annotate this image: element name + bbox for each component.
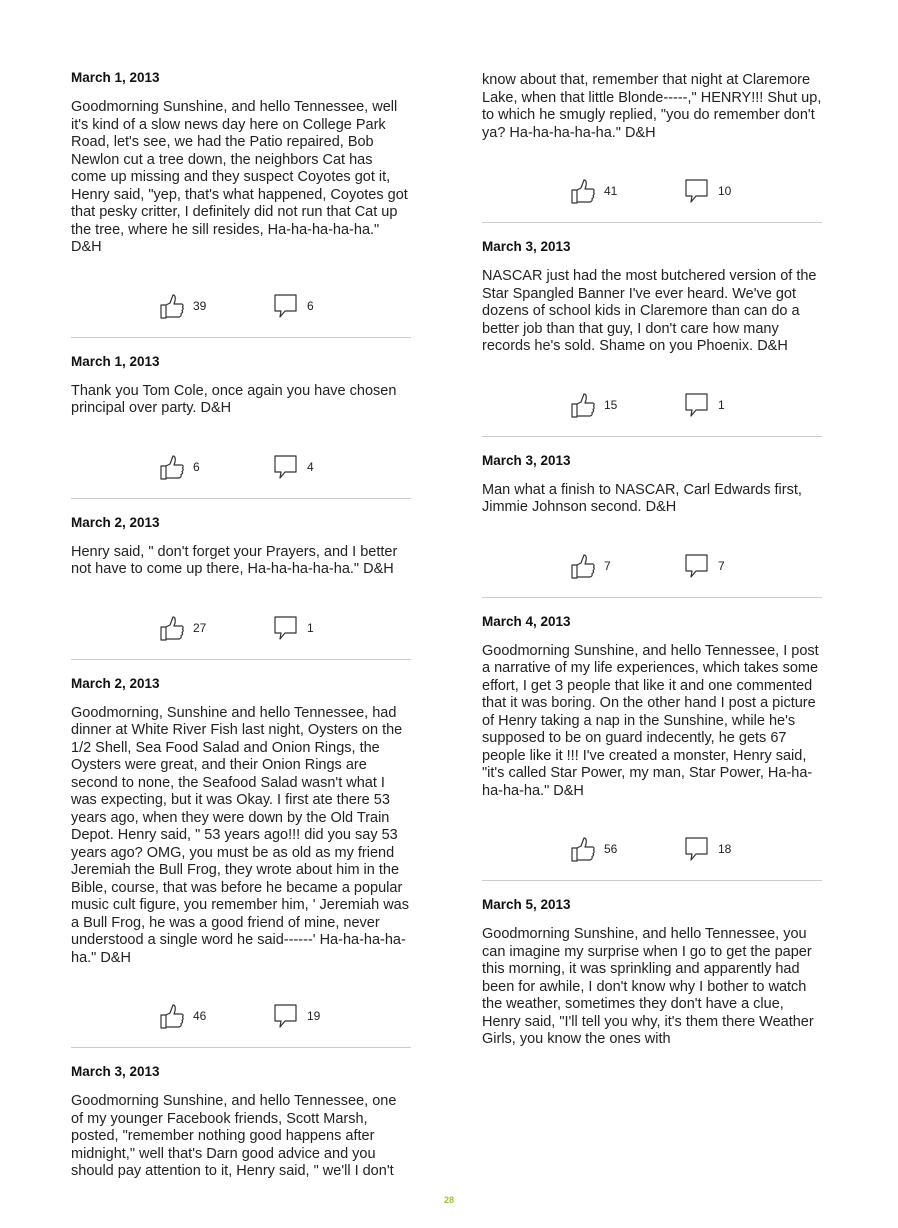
reactions-bar: [71, 1003, 411, 1029]
post-divider: [71, 1047, 411, 1048]
post-date: March 1, 2013: [71, 353, 160, 369]
post-date: March 2, 2013: [71, 514, 160, 530]
right-column: [482, 0, 822, 1049]
comment-count: 7: [718, 558, 725, 573]
post: [482, 614, 822, 882]
like-count: 7: [604, 558, 611, 573]
thumbs-up-icon: [159, 454, 185, 480]
post-date: March 3, 2013: [482, 452, 571, 468]
comment-count: 4: [307, 459, 314, 474]
like-count: 41: [604, 184, 618, 198]
post-divider: [71, 337, 411, 338]
post-text: know about that, remember that night at Claremore Lake, when that little Blonde-----," HENRY!!! Shut up, to which he smugly replied, "you do remember don't ya? Ha-ha-ha-ha-ha." D&H: [482, 72, 822, 141]
like-button[interactable]: [570, 392, 684, 418]
post: [71, 70, 411, 338]
page-number: 28: [443, 1195, 454, 1205]
speech-bubble-icon: [684, 553, 710, 579]
post: [71, 354, 411, 499]
post: [482, 239, 822, 437]
post-divider: [71, 498, 411, 499]
reactions-bar: [482, 836, 822, 862]
post-date: March 1, 2013: [71, 70, 160, 85]
like-count: 6: [193, 459, 200, 474]
post: [71, 515, 411, 660]
post-date: March 3, 2013: [482, 239, 571, 254]
post-text: NASCAR just had the most butchered version of the Star Spangled Banner I've ever heard. We've got dozens of school kids in Claremore than can do a better job than that guy, I don't care how many records he's sold. Shame on you Phoenix. D&H: [482, 268, 817, 354]
post-divider: [482, 597, 822, 598]
post-text: Man what a finish to NASCAR, Carl Edwards first, Jimmie Johnson second. D&H: [482, 481, 802, 515]
post: [71, 676, 411, 1049]
post-text: Goodmorning Sunshine, and hello Tennessee, one of my younger Facebook friends, Scott Marsh, posted, "remember nothing good happens after midnight," well that's Darn good advice and you should pay attention to it, Henry said, " we'll I don't: [71, 1093, 397, 1179]
speech-bubble-icon: [684, 392, 710, 418]
speech-bubble-icon: [273, 1003, 299, 1029]
reactions-bar: [71, 615, 411, 641]
speech-bubble-icon: [273, 293, 299, 319]
post: [482, 72, 822, 223]
reactions-bar: [482, 178, 822, 204]
post-date: March 3, 2013: [71, 1064, 160, 1079]
comment-count: 1: [718, 397, 725, 412]
comment-button[interactable]: [273, 454, 314, 480]
like-count: 39: [193, 298, 207, 313]
post-text: Goodmorning Sunshine, and hello Tennessee, I post a narrative of my life experiences, which takes some effort, I get 3 people that like it and one commented that it was boring. On the other hand I post a picture of Henry taking a nap in the Sunshine, while he's supposed to be on guard indecently, he gets 67 people like it !!! I've created a monster, Henry said, "it's called Star Power, my man, Star Power, Ha-ha-ha-ha-ha." D&H: [482, 642, 819, 799]
thumbs-up-icon: [570, 392, 596, 418]
post-date: March 4, 2013: [482, 613, 571, 629]
comment-button[interactable]: [273, 1003, 320, 1029]
like-count: 46: [193, 1009, 207, 1023]
reactions-bar: [71, 454, 411, 480]
like-button[interactable]: [570, 836, 684, 862]
comment-button[interactable]: [273, 615, 314, 641]
like-count: 27: [193, 620, 207, 635]
speech-bubble-icon: [684, 836, 710, 862]
reactions-bar: [482, 392, 822, 418]
comment-count: 1: [307, 620, 314, 635]
left-column: [71, 0, 411, 1181]
post: [482, 453, 822, 598]
thumbs-up-icon: [570, 553, 596, 579]
speech-bubble-icon: [684, 178, 710, 204]
comment-button[interactable]: [684, 836, 731, 862]
like-count: 56: [604, 842, 618, 856]
comment-count: 19: [307, 1009, 321, 1023]
like-count: 15: [604, 397, 618, 412]
post-text: Goodmorning, Sunshine and hello Tennessee, had dinner at White River Fish last night, Oysters on the 1/2 Shell, Sea Food Salad and Onion Rings, the Oysters were great, and their Onion Rings are second to none, the Seafood Salad wasn't what I was expecting, but it was Okay. I first ate there 53 years ago, when they were down by the Old Train Depot. Henry said, " 53 years ago!!! did you say 53 years ago? OMG, you must be as old as my friend Jeremiah the Bull Frog, they wrote about him in the Bible, course, that was before he became a popular music cult figure, you remember him, ' Jeremiah was a Bull Frog, he was a good friend of mine, never understood a single word he said------' Ha-ha-ha-ha-ha." D&H: [71, 704, 409, 966]
post-text: Henry said, " don't forget your Prayers, and I better not have to come up there, Ha-ha-ha-ha-ha." D&H: [71, 543, 398, 577]
thumbs-up-icon: [159, 1003, 185, 1029]
reactions-bar: [482, 553, 822, 579]
reactions-bar: [71, 293, 411, 319]
thumbs-up-icon: [159, 293, 185, 319]
thumbs-up-icon: [159, 615, 185, 641]
post-text: Goodmorning Sunshine, and hello Tennessee, well it's kind of a slow news day here on College Park Road, let's see, we had the Patio repaired, Bob Newlon cut a tree down, the neighbors Cat has come up missing and they suspect Coyotes got it, Henry said, "yep, that's what happened, Coyotes got that pesky critter, I definitely did not run that Cat up the tree, where he sill resides, Ha-ha-ha-ha-ha." D&H: [71, 99, 408, 255]
speech-bubble-icon: [273, 615, 299, 641]
post-date: March 5, 2013: [482, 897, 571, 912]
post-divider: [482, 222, 822, 223]
like-button[interactable]: [570, 178, 684, 204]
comment-button[interactable]: [684, 178, 731, 204]
comment-count: 18: [718, 842, 732, 856]
thumbs-up-icon: [570, 836, 596, 862]
like-button[interactable]: [570, 553, 684, 579]
post: [482, 897, 822, 1049]
post-divider: [482, 880, 822, 881]
comment-count: 6: [307, 298, 314, 313]
comment-button[interactable]: [273, 293, 314, 319]
like-button[interactable]: [159, 293, 273, 319]
comment-button[interactable]: [684, 392, 725, 418]
post: [71, 1064, 411, 1181]
comment-button[interactable]: [684, 553, 725, 579]
post-divider: [482, 436, 822, 437]
like-button[interactable]: [159, 454, 273, 480]
comment-count: 10: [718, 184, 732, 198]
post-text: Goodmorning Sunshine, and hello Tennessee, you can imagine my surprise when I go to get the paper this morning, it was sprinkling and apparently had been for awhile, I don't know why I bother to watch the weather, sometimes they don't have a clue, Henry said, "I'll tell you why, it's them there Weather Girls, you know the ones with: [482, 926, 814, 1047]
post-divider: [71, 659, 411, 660]
like-button[interactable]: [159, 615, 273, 641]
speech-bubble-icon: [273, 454, 299, 480]
post-text: Thank you Tom Cole, once again you have chosen principal over party. D&H: [71, 382, 397, 416]
thumbs-up-icon: [570, 178, 596, 204]
post-date: March 2, 2013: [71, 675, 160, 691]
like-button[interactable]: [159, 1003, 273, 1029]
